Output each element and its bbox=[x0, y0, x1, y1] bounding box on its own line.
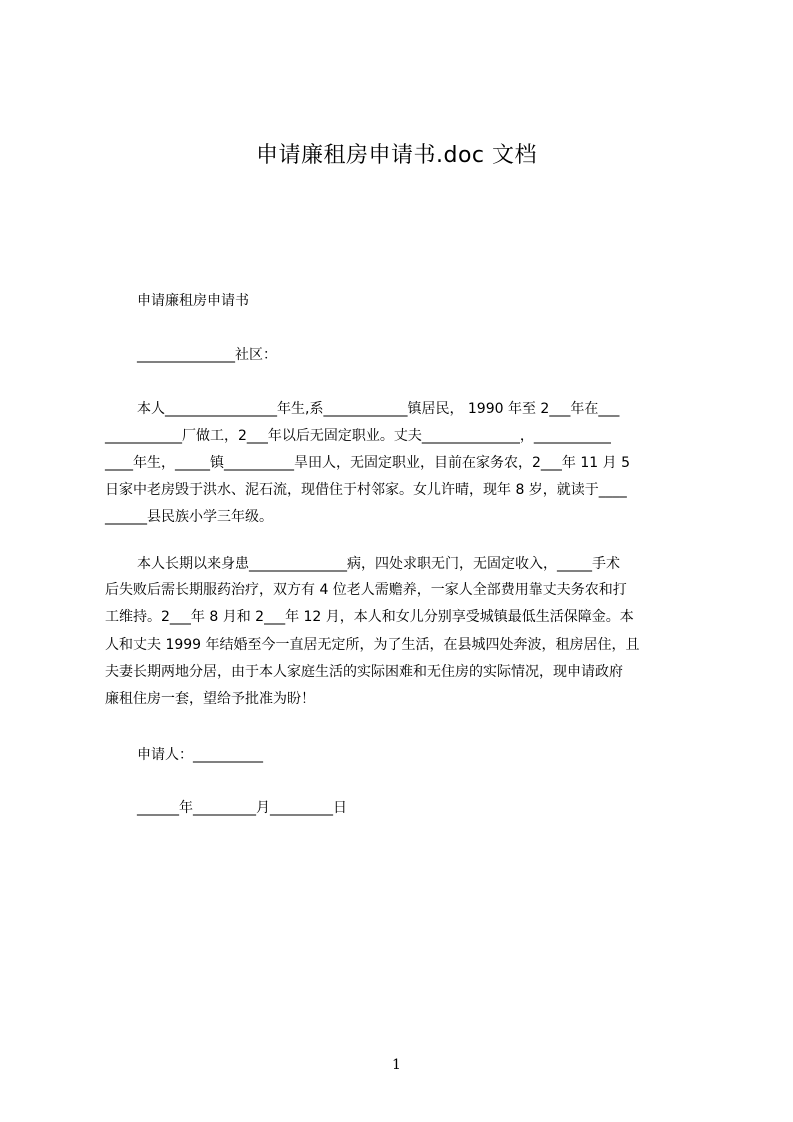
paragraph-2-line-5: 夫妻长期两地分居，由于本人家庭生活的实际困难和无住房的实际情况，现申请政府 bbox=[105, 664, 623, 680]
date-line: ______年_________月_________日 bbox=[137, 800, 347, 816]
paragraph-2-line-2: 后失败后需长期服药治疗，双方有 4 位老人需赡养，一家人全部费用靠丈夫务农和打 bbox=[105, 582, 627, 598]
paragraph-2-line-4: 人和丈夫 1999 年结婚至今一直居无定所，为了生活，在县城四处奔波，租房居住，且 bbox=[105, 637, 640, 653]
document-title: 申请廉租房申请书.doc 文档 bbox=[255, 143, 537, 168]
paragraph-1-line-2: ___________厂做工，2___年以后无固定职业。丈夫______________，___________ bbox=[105, 428, 611, 444]
paragraph-2-line-3: 工维持。2___年 8 月和 2___年 12 月，本人和女儿分别享受城镇最低生活保障金。本 bbox=[105, 609, 634, 625]
paragraph-1-line-4: 日家中老房毁于洪水、泥石流，现借住于村邻家。女儿许晴，现年 8 岁，就读于____ bbox=[105, 482, 627, 498]
paragraph-2-line-1: 本人长期以来身患______________病，四处求职无门，无固定收入，_____手术 bbox=[137, 556, 620, 572]
paragraph-1-line-5: ______县民族小学三年级。 bbox=[105, 509, 273, 525]
paragraph-2-line-6: 廉租住房一套，望给予批准为盼！ bbox=[105, 691, 315, 707]
paragraph-1-line-1: 本人________________年生,系____________镇居民， 1990 年至 2___年在___ bbox=[137, 401, 620, 417]
letter-heading: 申请廉租房申请书 bbox=[137, 293, 249, 309]
addressee-line: ______________社区： bbox=[137, 347, 277, 363]
paragraph-1-line-3: ____年生，_____镇__________旱田人，无固定职业，目前在家务农，2___年 11 月 5 bbox=[105, 455, 630, 471]
applicant-line: 申请人：__________ bbox=[137, 747, 263, 763]
page-number: 1 bbox=[392, 1057, 401, 1073]
